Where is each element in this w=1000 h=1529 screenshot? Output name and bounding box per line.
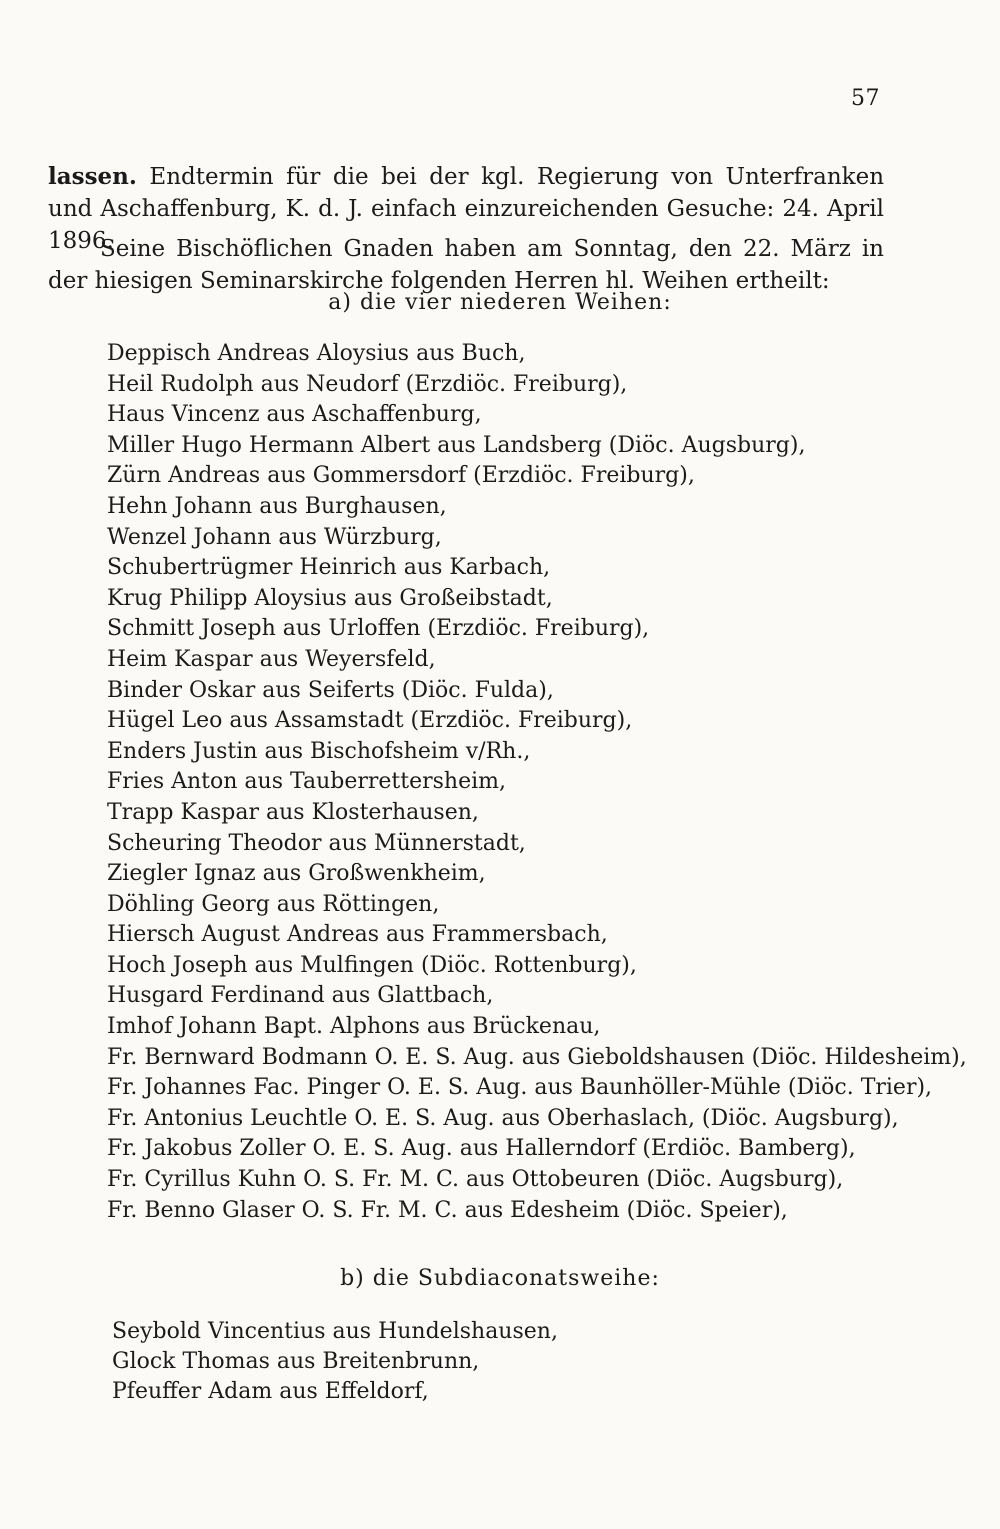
section-a-name-list (107, 339, 967, 1226)
list-item: Hehn Johann aus Burghausen, (107, 493, 447, 519)
intro-text: Endtermin für die bei der kgl. Regierung von Unterfranken und Aschaffenburg, K. d. J. einfach einzureichenden Gesuche: 24. April 1896. (48, 164, 885, 254)
list-item: Döhling Georg aus Röttingen, (107, 891, 440, 917)
list-item: Ziegler Ignaz aus Großwenkheim, (107, 861, 486, 887)
intro-lead-word: lassen. (48, 163, 137, 190)
list-item: Hügel Leo aus Assamstadt (Erzdiöc. Freiburg), (107, 708, 633, 734)
ordination-announcement: Seine Bischöflichen Gnaden haben am Sonntag, den 22. März in der hiesigen Seminarskirche folgenden Herren hl. Weihen ertheilt: (48, 236, 884, 294)
list-item: Imhof Johann Bapt. Alphons aus Brückenau, (107, 1014, 601, 1040)
list-item: Krug Philipp Aloysius aus Großeibstadt, (107, 585, 553, 611)
list-item: Wenzel Johann aus Würzburg, (107, 524, 442, 550)
list-item: Fr. Johannes Fac. Pinger O. E. S. Aug. aus Baunhöller-Mühle (Diöc. Trier), (107, 1075, 933, 1101)
section-b-name-list (112, 1317, 712, 1407)
list-item: Zürn Andreas aus Gommersdorf (Erzdiöc. Freiburg), (107, 463, 695, 489)
list-item: Trapp Kaspar aus Klosterhausen, (107, 799, 479, 825)
list-item: Fr. Antonius Leuchtle O. E. S. Aug. aus Oberhaslach, (Diöc. Augsburg), (107, 1105, 899, 1131)
list-item: Heim Kaspar aus Weyersfeld, (107, 646, 436, 672)
list-item: Hiersch August Andreas aus Frammersbach, (107, 922, 608, 948)
section-a-heading: a) die vier niederen Weihen: (328, 290, 672, 315)
list-item: Hoch Joseph aus Mulfingen (Diöc. Rottenburg), (107, 952, 637, 978)
list-item: Fr. Cyrillus Kuhn O. S. Fr. M. C. aus Ottobeuren (Diöc. Augsburg), (107, 1167, 844, 1193)
list-item: Husgard Ferdinand aus Glattbach, (107, 983, 494, 1009)
list-item: Fr. Bernward Bodmann O. E. S. Aug. aus Gieboldshausen (Diöc. Hildesheim), (107, 1044, 967, 1070)
section-b-heading: b) die Subdiaconatsweihe: (340, 1266, 660, 1291)
list-item: Schubertrügmer Heinrich aus Karbach, (107, 555, 551, 581)
list-item: Haus Vincenz aus Aschaffenburg, (107, 402, 482, 428)
list-item: Scheuring Theodor aus Münnerstadt, (107, 830, 526, 856)
list-item: Schmitt Joseph aus Urloffen (Erzdiöc. Freiburg), (107, 616, 650, 642)
list-item: Binder Oskar aus Seiferts (Diöc. Fulda), (107, 677, 554, 703)
list-item: Pfeuffer Adam aus Effeldorf, (112, 1379, 429, 1404)
list-item: Fr. Benno Glaser O. S. Fr. M. C. aus Edesheim (Diöc. Speier), (107, 1197, 788, 1223)
list-item: Glock Thomas aus Breitenbrunn, (112, 1349, 480, 1374)
list-item: Fr. Jakobus Zoller O. E. S. Aug. aus Hallerndorf (Erdiöc. Bamberg), (107, 1136, 856, 1162)
list-item: Enders Justin aus Bischofsheim v/Rh., (107, 738, 531, 764)
list-item: Fries Anton aus Tauberrettersheim, (107, 769, 506, 795)
list-item: Heil Rudolph aus Neudorf (Erzdiöc. Freiburg), (107, 371, 628, 397)
list-item: Seybold Vincentius aus Hundelshausen, (112, 1319, 558, 1344)
list-item: Miller Hugo Hermann Albert aus Landsberg (Diöc. Augsburg), (107, 432, 806, 458)
list-item: Deppisch Andreas Aloysius aus Buch, (107, 341, 526, 366)
page-number: 57 (851, 86, 880, 111)
